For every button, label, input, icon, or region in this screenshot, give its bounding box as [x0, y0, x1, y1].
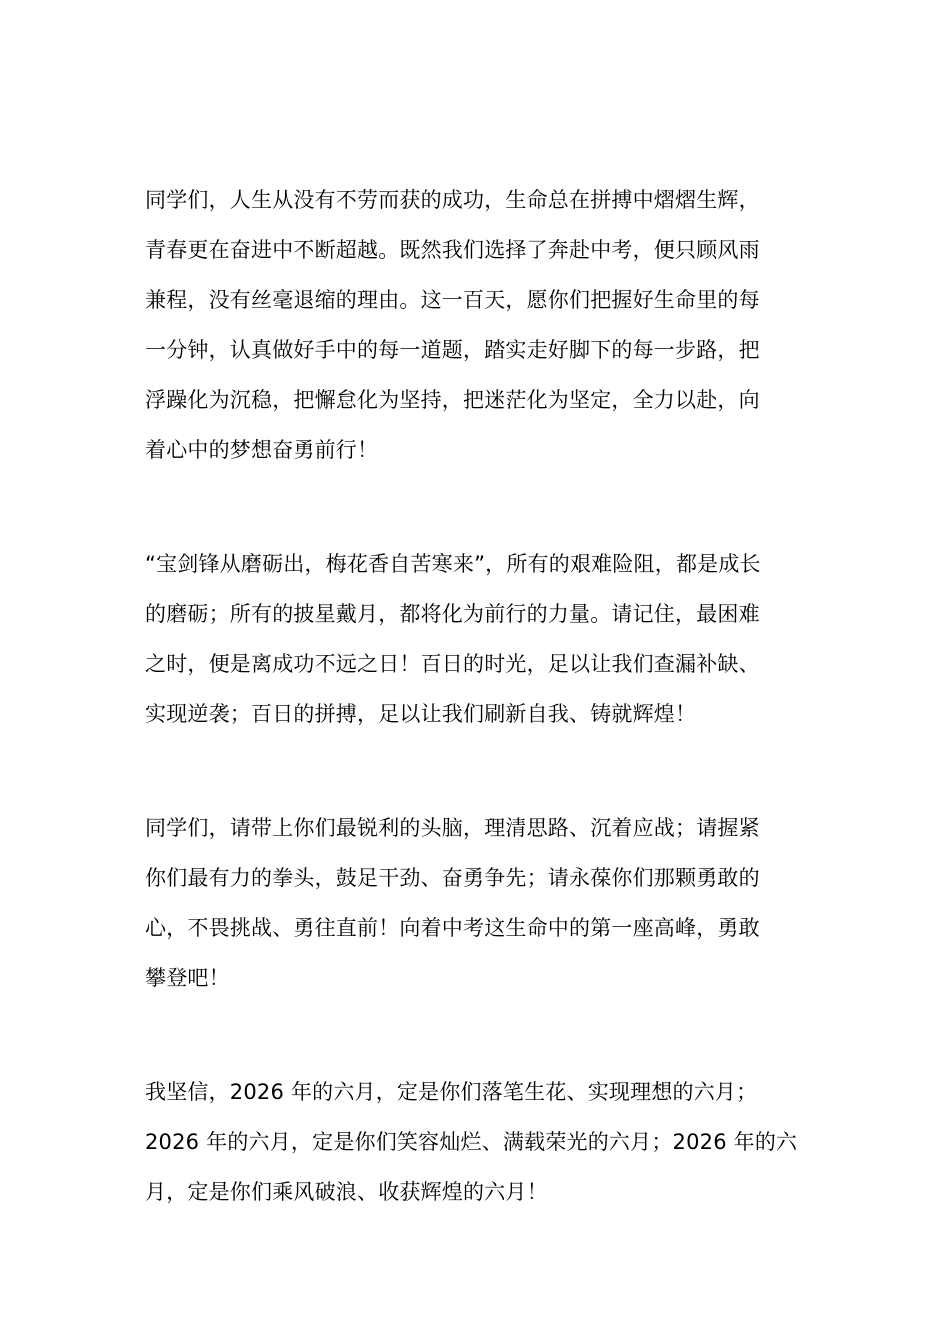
paragraph-4 — [145, 1067, 807, 1217]
paragraph-line: 兼程，没有丝毫退缩的理由。这一百天，愿你们把握好生命里的每 — [145, 288, 760, 312]
paragraph-line: 青春更在奋进中不断超越。既然我们选择了奔赴中考，便只顾风雨 — [145, 238, 760, 262]
paragraph-line: “宝剑锋从磨砺出，梅花香自苦寒来”，所有的艰难险阻，都是成长 — [145, 552, 761, 576]
paragraph-line: 实现逆袭；百日的拼搏，足以让我们刷新自我、铸就辉煌！ — [145, 702, 697, 726]
paragraph-line: 一分钟，认真做好手中的每一道题，踏实走好脚下的每一步路，把 — [145, 338, 760, 362]
paragraph-line: 同学们，人生从没有不劳而获的成功，生命总在拼搏中熠熠生辉， — [145, 188, 760, 212]
paragraph-line: 你们最有力的拳头，鼓足干劲、奋勇争先；请永葆你们那颗勇敢的 — [145, 866, 760, 890]
document-body — [145, 175, 807, 1217]
paragraph-line: 浮躁化为沉稳，把懈怠化为坚持，把迷茫化为坚定，全力以赴，向 — [145, 388, 760, 412]
paragraph-line: 的磨砺；所有的披星戴月，都将化为前行的力量。请记住，最困难 — [145, 602, 760, 626]
paragraph-2 — [145, 539, 807, 739]
paragraph-line: 心，不畏挑战、勇往直前！向着中考这生命中的第一座高峰，勇敢 — [145, 916, 760, 940]
paragraph-line: 之时，便是离成功不远之日！百日的时光，足以让我们查漏补缺、 — [145, 652, 760, 676]
paragraph-line: 着心中的梦想奋勇前行！ — [145, 438, 379, 462]
paragraph-line: 我坚信，2026 年的六月，定是你们落笔生花、实现理想的六月； — [145, 1080, 758, 1104]
paragraph-line: 2026 年的六月，定是你们笑容灿烂、满载荣光的六月；2026 年的六 — [145, 1130, 798, 1154]
paragraph-line: 月，定是你们乘风破浪、收获辉煌的六月！ — [145, 1180, 548, 1204]
paragraph-1 — [145, 175, 807, 475]
paragraph-3 — [145, 803, 807, 1003]
paragraph-line: 攀登吧！ — [145, 966, 230, 990]
paragraph-line: 同学们，请带上你们最锐利的头脑，理清思路、沉着应战；请握紧 — [145, 816, 760, 840]
